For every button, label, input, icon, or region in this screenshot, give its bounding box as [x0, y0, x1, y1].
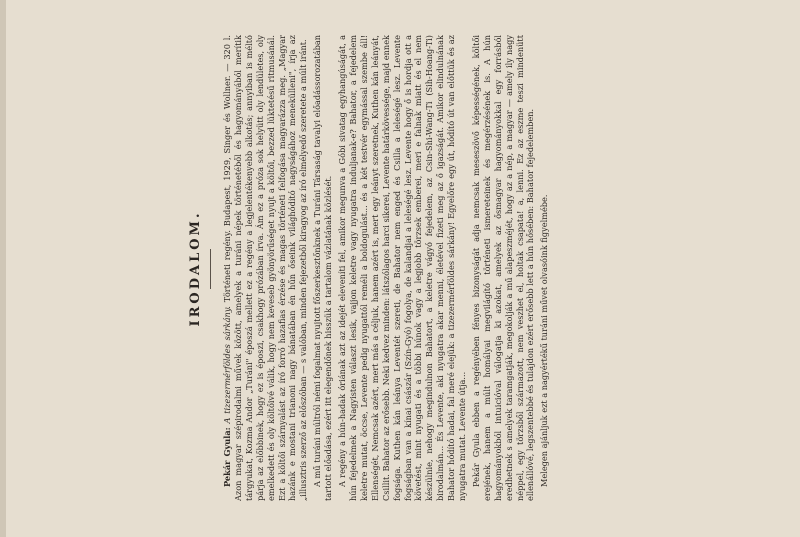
review-book-title: A tizezermérföldes sárkány. [222, 306, 232, 424]
page-heading: IRODALOM. [188, 210, 203, 327]
review-body [222, 35, 553, 501]
review-paragraph-1 [222, 35, 309, 501]
heading-divider [210, 249, 211, 289]
review-intro: Történeti regény. Budapest, 1929, Singer és Wollner. — 320 l. Azon magyar szépirodalmi művek között, amelyek a turáni népek történetéből és hagyományából merítik tárgyukat, Kozma Andor „Turáni" époszá mellett ez a regény a legjelentékenyebb alkotás; annyiban is méltó párja az előbbinek, hogy ez is époszi, csakhogy prózában írva. Ám ez a próza sok helyütt oly lendületes, oly emelkedett és oly költőivé válik, hogy nem keveseb gyönyörűséget nyujt a költői, bezzed lüktetésű ritmusánál. Ezt a költői szárnyalást az író forró hazafias érzése és magas történeti felfogása magyarázza meg. „Magyar hazánk e mostani trianoni nagy bánatában én hűn őseink világhódító nagyságához menekülleni", írja az „illusztris szerző az előszóban — s valóban, minden fejezetből kiragyog az író elmélyedő szeretete a múlt iránt. [222, 34, 309, 501]
review-paragraph-5: Melegen ajánljuk ezt a nagyértékű turáni művet olvasóink figyelmébe. [539, 194, 550, 487]
review-paragraph-4: Pekár Gyula ebben a regényében fényes bizonyságát adja nemcsak meseszövő képességének, költői erejének, hanem a múlt homályai megvilágító történeti ismereteinek és megérzésének is. A hún hagyományokból intuicióval válogatja ki azokat, amelyek az ősmagyar hagyományokkal egy forrásból eredhetnek s amelyek taramgatják, megokolják a mű alapeszméjét, hogy az a nép, a magyar — amely ily nagy néppel, egy törzsből származott, nem veszhet el, holtak csapata! a, lenni. Ez az eszme teszi mindenütt ellenállóvé, legszentebbé és tulajdon ezért erősebb lett a hún hősében: Bahator fejedelemben. [470, 35, 536, 501]
review-paragraph-3: A regény a hún-hadak óriának azt az idejét eleveníti fel, amikor megunva a Góbi sivatag egyhangúságát, a hún fejedelmek a Nagyisten választ lesik, vajjon keletre vagy nyugatra induljanak-e? Bahator, a fejedelem keletre mutat, öccse, Levente pedig nyugattól reméli a boldogulást... és a két testvér egymással szembe áll! Ellenségét, Nemcsak azért, mert más a céljuk, hanem azért is, mert egy leányt szeretnek, Kuthen kán leányát, Csillit. Bahator az erősebb. Neki kedvez minden: látszólagos harci sikerei, Levente határkövessége, majd ennek fogsága. Kuthen kán leánya Leventét szereti, de Bahator nem enged és Csilla a leleségé lesz. Levente fogságban van a kínai császár (Szín-Gyó) fogolya, de kalandjai a leleségé lesz. Levente hogy ő is hordja ott a követést, mint nyugati és a többi húnok vagy a legjobb törzsek emberei, meri e falnak miatt és el nem készülnie, nehogy megindulnon Bahatort, a keletre vágyó fejedelem, az Csin-Shi-Wang-Ti (Sih-Hoang-Ti) birodalmán... És Levente, aki nyugatra akar menni, életével fizeti meg az ő igazságát. Amikor elindulnának Bahator hódító hadai, fal meré elejük: a tizezermérföldes sárkány! Egyelőre egy út, hódító út van előttük és az nyugatra mutat. Levente útja... [337, 35, 468, 501]
review-paragraph-2: A mű turáni múltról némi fogalmat nyujtott főszerkesztőnknek a Turáni Társaság tavalyi előadássorozatában tartott előadása, ezért itt elegendőnek hisszük a tartalom vázlatának közlését. [312, 35, 334, 501]
review-author: Pekár Gyula: [222, 427, 232, 487]
